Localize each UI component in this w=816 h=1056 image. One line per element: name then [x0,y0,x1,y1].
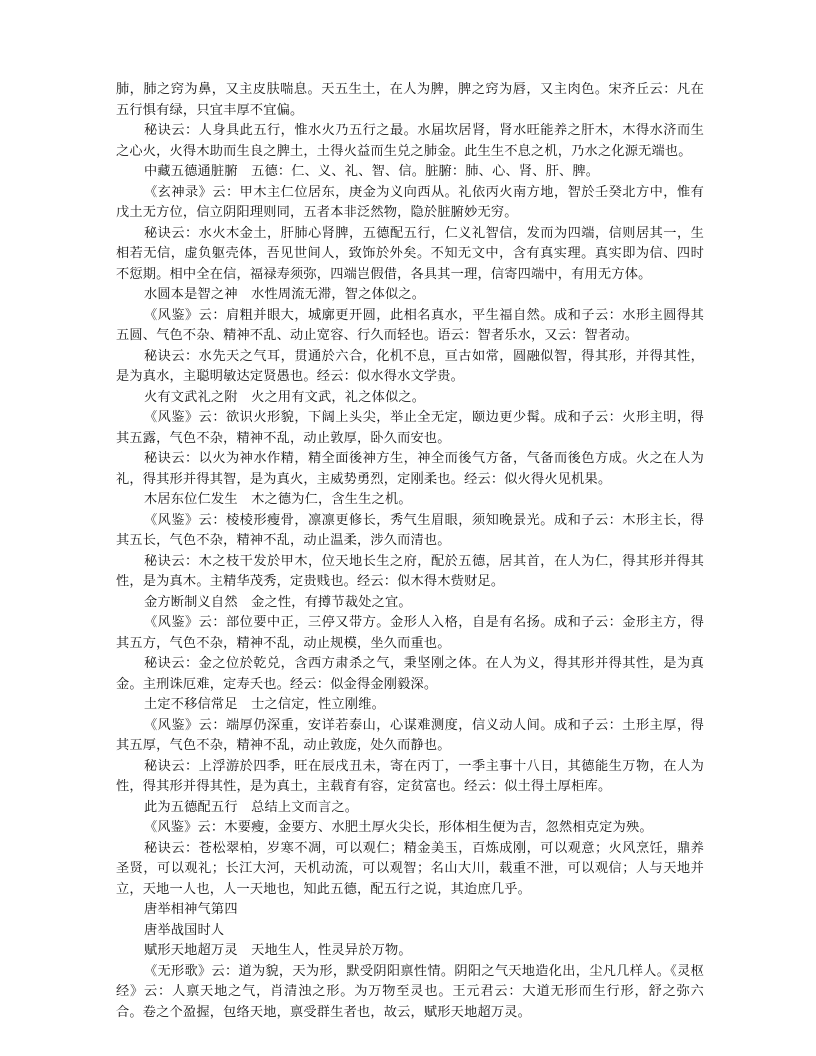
section-heading: 木居东位仁发生 木之德为仁，含生生之机。 [144,492,412,507]
paragraph: 秘诀云：苍松翠柏，岁寒不凋，可以观仁；精金美玉，百炼成刚，可以观意；火风烹饪，鼎养圣贤，可以观礼；长江大河，天机动流，可以观智；名山大川，载重不泄，可以观信；人与天地并立，天地一人也，人一天地也，知此五德，配五行之说，其迨庶几乎。 [116,840,704,897]
paragraph: 秘诀云：人身具此五行，惟水火乃五行之最。水届坎居肾，肾水旺能养之肝木，木得水济而生之心火，火得木助而生良之脾土，土得火益而生兑之肺金。此生生不息之机，乃水之化源无端也。 [116,123,704,159]
paragraph: 秘诀云：木之枝干发於甲木，位天地长生之府，配於五德，居其首，在人为仁，得其形并得其性，是为真木。主精华茂秀，定贵贱也。经云：似木得木赀财足。 [116,553,704,589]
chapter-title: 唐举相神气第四 [144,902,238,917]
paragraph: 《风鉴》云：肩粗并眼大，城廓更开圆，此相名真水，平生福自然。成和子云：水形主圆得其五圆、气色不杂、精神不乱、动止宽容、行久而轻也。语云：智者乐水，又云：智者动。 [116,307,704,343]
paragraph: 秘诀云：水火木金土，肝肺心肾脾，五德配五行，仁义礼智信，发而为四端，信则居其一，生相若无信，虚负躯壳体，吾见世间人，致饰於外矣。不知无文中，含有真实理。真实即为信、四时不愆期。相中全在信，福禄寿须弥，四端岂假借，各具其一理，信寄四端中，有用无方体。 [116,225,704,282]
chapter-subtitle: 唐举战国时人 [144,922,225,938]
section-heading: 赋形天地超万灵 天地生人，性灵异於万物。 [144,943,412,958]
paragraph: 秘诀云：金之位於乾兑，含西方肃杀之气，秉坚刚之体。在人为义，得其形并得其性，是为真金。主刑诛厄难，定寿夭也。经云：似金得金刚毅深。 [116,656,704,692]
document-page [116,80,704,1023]
paragraph: 《风鉴》云：部位要中正，三停又带方。金形人入格，自是有名扬。成和子云：金形主方，得其五方，气色不杂，精神不乱，动止规模，坐久而重也。 [116,615,704,651]
section-heading: 此为五德配五行 总结上文而言之。 [144,799,359,815]
section-heading: 金方断制义自然 金之性，有撙节裁处之宜。 [144,594,412,610]
section-heading: 土定不移信常足 士之信定，性立刚维。 [144,697,385,712]
section-heading: 水圆本是智之神 水性周流无滞，智之体似之。 [144,287,426,302]
paragraph: 《风鉴》云：端厚仍深重，安详若泰山，心谋难测度，信义动人间。成和子云：土形主厚，得其五厚，气色不杂，精神不乱，动止敦庞，处久而静也。 [116,717,704,753]
paragraph: 秘诀云：以火为神水作精，精全面後神方生，神全而後气方备，气备而後色方成。火之在人为礼，得其形并得其智，是为真火，主威势勇烈，定刚柔也。经云：似火得火见机果。 [116,451,704,487]
paragraph: 肺，肺之窍为鼻，又主皮肤喘息。天五生土，在人为脾，脾之窍为唇，又主肉色。宋齐丘云：凡在五行惧有绿，只宜丰厚不宜偏。 [116,82,704,118]
paragraph: 秘诀云：上浮游於四季，旺在辰戌丑未，寄在丙丁，一季主事十八日，其德能生万物，在人为性，得其形并得其性，是为真土，主载育有容，定贫富也。经云：似土得土厚柜库。 [116,758,704,794]
paragraph: 《风鉴》云：棱棱形瘦骨，凛凛更修长，秀气生眉眼，须知晚景光。成和子云：木形主长，得其五长，气色不杂，精神不乱，动止温柔，涉久而清也。 [116,512,704,548]
paragraph: 《玄神录》云：甲木主仁位居东，庚金为义向西从。礼依丙火南方地，智於壬癸北方中，惟有戊土无方位，信立阴阳理则同，五者本非泛然物，隐於脏腑妙无穷。 [116,184,704,220]
paragraph: 《无形歌》云：道为貌，天为形，默受阴阳禀性情。阴阳之气天地造化出，尘凡几样人。《灵枢经》云：人禀天地之气，肖清浊之形。为万物至灵也。王元君云：大道无形而生行形，舒之弥六合。卷之个盈握，包络天地，禀受群生者也，故云，赋形天地超万灵。 [116,963,704,1020]
paragraph: 《风鉴》云：欲识火形貌，下阔上头尖，举止全无定，颐边更少髯。成和子云：火形主明，得其五露，气色不杂，精神不乱，动止敦厚，卧久而安也。 [116,410,704,446]
section-heading: 中藏五德通脏腑 五德：仁、义、礼、智、信。脏腑：肺、心、肾、肝、脾。 [144,164,600,179]
section-heading: 火有文武礼之附 火之用有文武，礼之体似之。 [144,389,426,405]
paragraph: 秘诀云：水先天之气耳，贯通於六合，化机不息，亘古如常，圆融似智，得其形，并得其性，是为真水，主聪明敏达定贤愚也。经云：似水得水文学贵。 [116,348,704,384]
paragraph: 《风鉴》云：木要瘦，金要方、水肥土厚火尖长，形体相生便为吉，忽然相克定为殃。 [144,820,653,835]
